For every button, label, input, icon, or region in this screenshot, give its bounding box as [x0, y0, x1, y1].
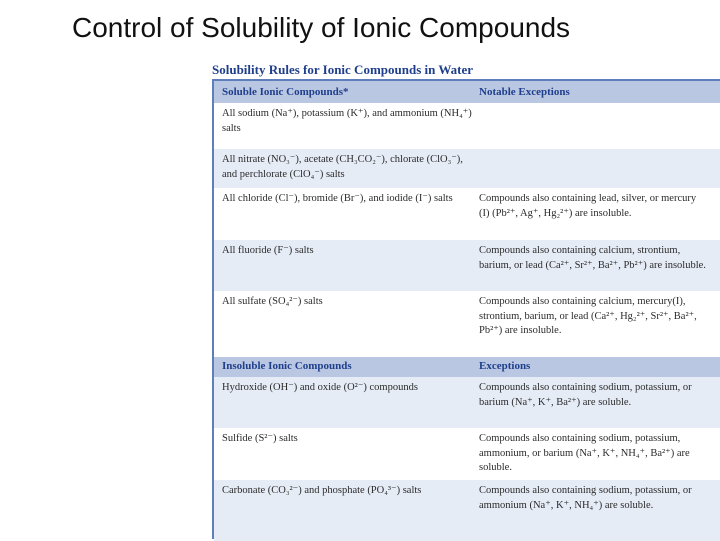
- row-left: Carbonate (CO₃²⁻) and phosphate (PO₄³⁻) salts: [222, 485, 422, 496]
- row-left: Sulfide (S²⁻) salts: [222, 433, 298, 444]
- row-right: Compounds also containing sodium, potassium, or ammonium (Na⁺, K⁺, NH₄⁺) are soluble.: [479, 485, 692, 511]
- table-row: [214, 188, 720, 240]
- table-row: [214, 480, 720, 541]
- row-left: Hydroxide (OH⁻) and oxide (O²⁻) compounds: [222, 382, 418, 393]
- row-right: Compounds also containing calcium, mercury(I), strontium, barium, or lead (Ca²⁺, Hg₂²⁺, Sr²⁺, Ba²⁺, Pb²⁺) are insoluble.: [479, 296, 697, 336]
- soluble-header-left: Soluble Ionic Compounds*: [222, 86, 349, 98]
- insoluble-header-row: [214, 357, 720, 377]
- soluble-header-right: Notable Exceptions: [479, 86, 570, 98]
- soluble-header-row: [214, 81, 720, 103]
- table-row: [214, 240, 720, 291]
- row-left: All sodium (Na⁺), potassium (K⁺), and ammonium (NH₄⁺) salts: [222, 108, 472, 134]
- table-title: Solubility Rules for Ionic Compounds in Water: [212, 62, 474, 77]
- table-row: [214, 291, 720, 357]
- row-right: Compounds also containing lead, silver, or mercury (I) (Pb²⁺, Ag⁺, Hg₂²⁺) are insoluble.: [479, 193, 697, 219]
- insoluble-header-right: Exceptions: [479, 360, 531, 372]
- row-right: Compounds also containing sodium, potassium, or barium (Na⁺, K⁺, Ba²⁺) are soluble.: [479, 382, 692, 408]
- row-left: All sulfate (SO₄²⁻) salts: [222, 296, 323, 307]
- row-left: All chloride (Cl⁻), bromide (Br⁻), and iodide (I⁻) salts: [222, 193, 453, 204]
- slide-title: Control of Solubility of Ionic Compounds: [72, 12, 571, 43]
- table-row: [214, 103, 720, 149]
- row-right: Compounds also containing sodium, potassium, ammonium, or barium (Na⁺, K⁺, NH₄⁺, Ba²⁺) are soluble.: [479, 433, 690, 473]
- row-right: Compounds also containing calcium, strontium, barium, or lead (Ca²⁺, Sr²⁺, Ba²⁺, Pb²⁺) are insoluble.: [479, 245, 706, 271]
- row-left: All fluoride (F⁻) salts: [222, 245, 314, 256]
- solubility-table: [212, 79, 720, 539]
- row-left: All nitrate (NO₃⁻), acetate (CH₃CO₂⁻), chlorate (ClO₃⁻), and perchlorate (ClO₄⁻) salts: [222, 154, 463, 180]
- insoluble-header-left: Insoluble Ionic Compounds: [222, 360, 352, 372]
- table-row: [214, 149, 720, 188]
- table-row: [214, 377, 720, 428]
- table-row: [214, 428, 720, 480]
